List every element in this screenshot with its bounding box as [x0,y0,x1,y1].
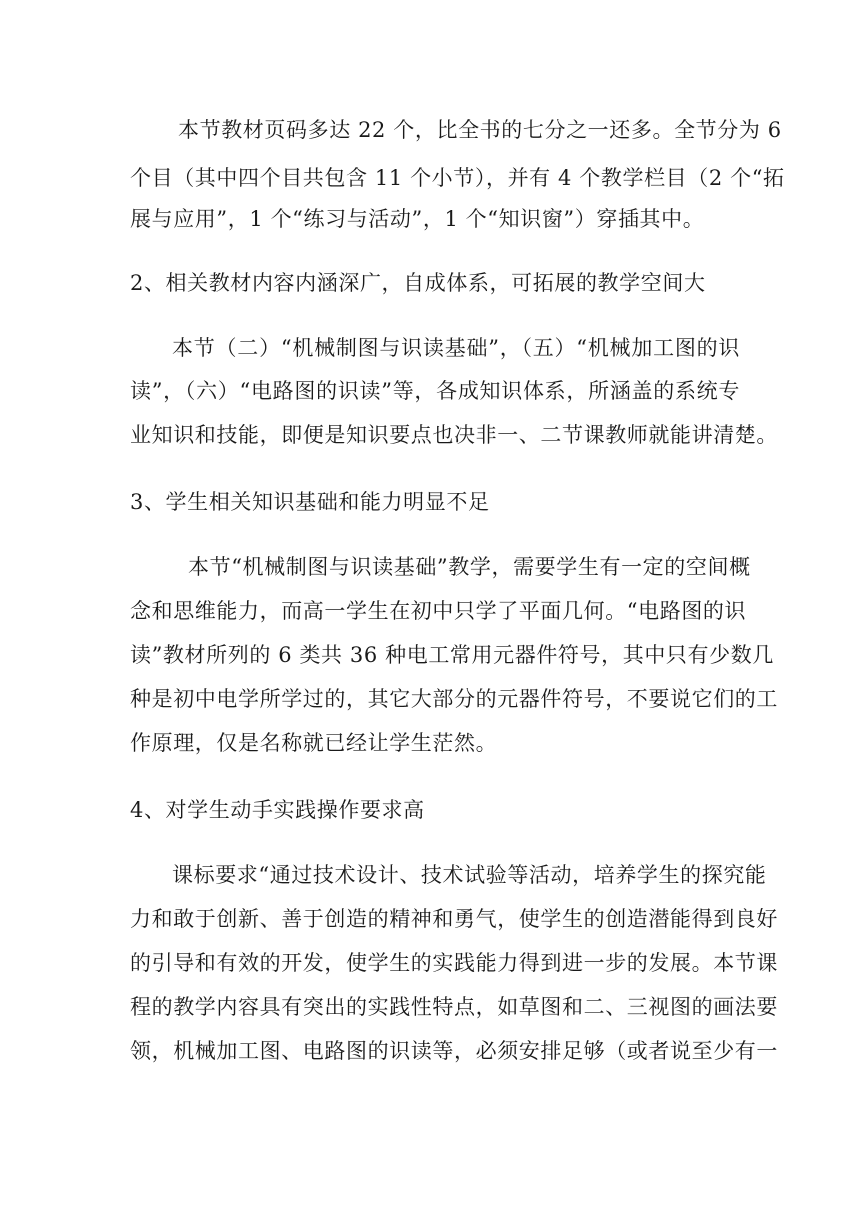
paragraph-3-line-4: 种是初中电学所学过的，其它大部分的元器件符号，不要说它们的工 [130,687,778,711]
paragraph-1-line-2: 个目（其中四个目共包含 11 个小节），并有 4 个教学栏目（2 个“拓 [130,166,785,190]
section-heading-2: 2、相关教材内容内涵深广，自成体系，可拓展的教学空间大 [130,271,706,295]
paragraph-4-line-1: 课标要求“通过技术设计、技术试验等活动，培养学生的探究能 [172,863,767,887]
paragraph-3-line-1: 本节“机械制图与识读基础”教学，需要学生有一定的空间概 [188,555,751,579]
paragraph-1-line-3: 展与应用”，1 个“练习与活动”，1 个“知识窗”）穿插其中。 [130,207,705,231]
paragraph-4-line-3: 的引导和有效的开发，使学生的实践能力得到进一步的发展。本节课 [130,951,778,975]
paragraph-4-line-5: 领，机械加工图、电路图的识读等，必须安排足够（或者说至少有一 [130,1039,778,1063]
paragraph-4-line-4: 程的教学内容具有突出的实践性特点，如草图和二、三视图的画法要 [130,995,778,1019]
paragraph-4-line-2: 力和敢于创新、善于创造的精神和勇气，使学生的创造潜能得到良好 [130,907,778,931]
section-heading-4: 4、对学生动手实践操作要求高 [130,798,425,822]
paragraph-2-line-2: 读”，（六）“电路图的识读”等，各成知识体系，所涵盖的系统专 [130,379,740,403]
paragraph-2-line-3: 业知识和技能，即便是知识要点也决非一、二节课教师就能讲清楚。 [130,423,778,447]
paragraph-1-line-1: 本节教材页码多达 22 个，比全书的七分之一还多。全节分为 6 [178,118,782,142]
paragraph-2-line-1: 本节（二）“机械制图与识读基础”，（五）“机械加工图的识 [172,336,740,360]
paragraph-3-line-3: 读”教材所列的 6 类共 36 种电工常用元器件符号，其中只有少数几 [130,643,774,667]
paragraph-3-line-5: 作原理，仅是名称就已经让学生茫然。 [130,731,498,755]
section-heading-3: 3、学生相关知识基础和能力明显不足 [130,490,490,514]
paragraph-3-line-2: 念和思维能力，而高一学生在初中只学了平面几何。“电路图的识 [130,599,747,623]
